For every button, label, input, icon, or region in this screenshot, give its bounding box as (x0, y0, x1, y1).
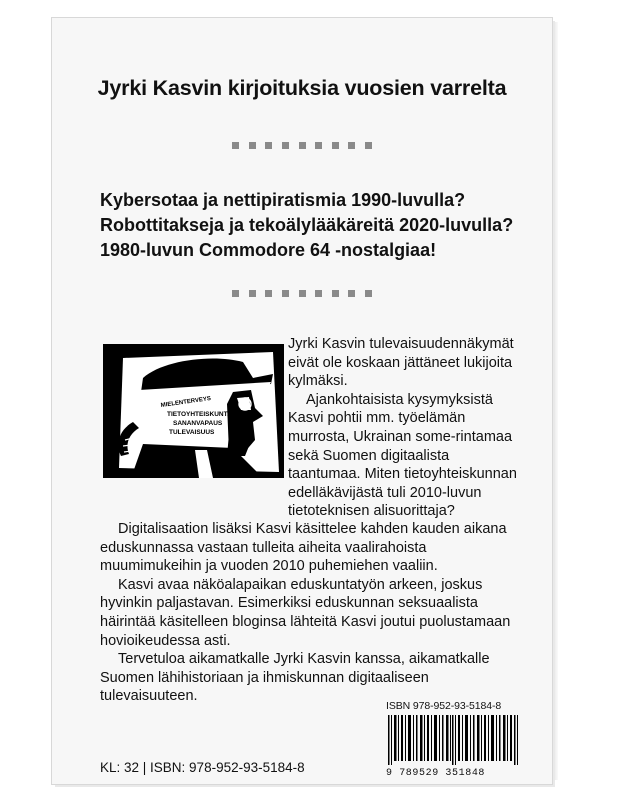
separator-dots-top (232, 142, 372, 149)
brain-word: MIELENTERVEYS (160, 395, 212, 409)
description-paragraph: Tervetuloa aikamatkalle Jyrki Kasvin kanssa, aikamatkalle Suomen lähihistoriaan ja ihmiskunnan digitaaliseen tulevaisuuteen. (100, 651, 490, 705)
brain-word: TIETOYHTEISKUNTA (167, 411, 232, 418)
barcode-number: 9 789529 351848 (386, 768, 486, 779)
separator-dots-bottom (232, 290, 372, 297)
isbn-label: ISBN 978-952-93-5184-8 (386, 700, 502, 712)
book-back-cover (52, 18, 552, 784)
description-paragraph: Ajankohtaisista kysymyksistä Kasvi pohtii mm. työelämän murrosta, Ukrainan some-rintamaa sekä Suomen digitaalista taantumaa. Miten tietoyhteiskunnan edelläkävijästä tuli 2010-luvun tietoteknisen alisuorittaja? (288, 391, 517, 520)
description-paragraph: Jyrki Kasvin tulevaisuudennäkymät eivät ole koskaan jättäneet lukijoita kylmäksi. (288, 336, 514, 390)
teaser-question: 1980-luvun Commodore 64 -nostalgiaa! (100, 240, 437, 260)
caricature-portrait-illustration (103, 344, 284, 478)
teaser-questions (100, 188, 513, 263)
cover-title: Jyrki Kasvin kirjoituksia vuosien varrelta (97, 76, 507, 100)
teaser-question: Kybersotaa ja nettipiratismia 1990-luvulla? (100, 190, 466, 210)
footer-info: KL: 32 | ISBN: 978-952-93-5184-8 (100, 760, 305, 775)
brain-word: SANANVAPAUS (173, 420, 223, 427)
description-paragraph: Digitalisaation lisäksi Kasvi käsittelee kahden kauden aikana eduskunnassa vastaan tulleita aiheita vaalirahoista muumimukeihin ja vuoden 2010 puhemiehen vaaliin. (100, 521, 507, 575)
teaser-question: Robottitakseja ja tekoälylääkäreitä 2020-luvulla? (100, 215, 514, 235)
brain-word: TULEVAISUUS (169, 429, 215, 436)
description-full (100, 520, 520, 706)
description-wrapped (288, 335, 520, 521)
barcode (386, 715, 522, 765)
book-page-edge (552, 22, 558, 780)
description-paragraph: Kasvi avaa näköalapaikan eduskuntatyön arkeen, joskus hyvinkin paljastavan. Esimerkiksi eduskunnan seksuaalista häirintää käsitelleen bloginsa lähteitä Kasvi joutui puolustamaan hovioikeudessa asti. (100, 576, 511, 649)
